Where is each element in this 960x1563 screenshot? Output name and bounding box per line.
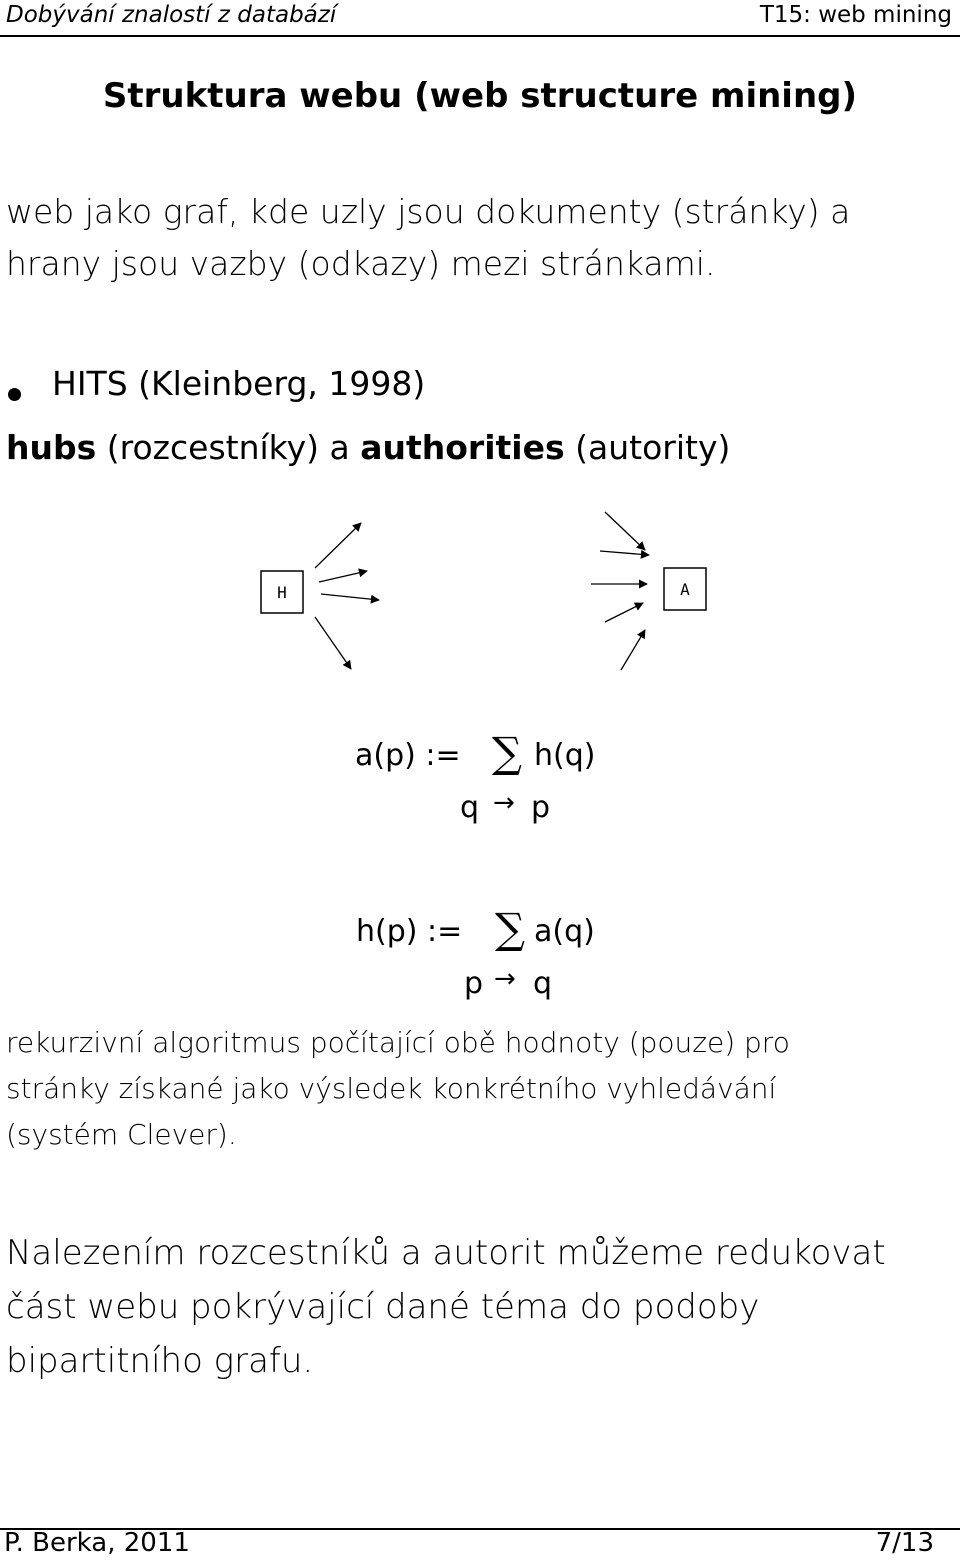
hub-node	[261, 571, 303, 613]
sigma-icon: ∑	[495, 904, 525, 953]
conclusion-line: Nalezením rozcestníků a autorit můžeme redukovat	[6, 1233, 886, 1273]
authorities-note: (autority)	[575, 428, 731, 467]
conclusion-line: bipartitního grafu.	[6, 1341, 314, 1381]
hub-outgoing-arrows	[315, 523, 379, 669]
hubs-term: hubs	[6, 428, 97, 467]
arrow-icon: →	[493, 788, 515, 818]
formula-h-rhs: a(q)	[534, 914, 595, 949]
formula-h-sub-right: q	[533, 966, 553, 1001]
authorities-term: authorities	[360, 428, 565, 467]
conclusion-paragraph	[6, 1226, 886, 1388]
bullet-hits: HITS (Kleinberg, 1998)	[52, 364, 426, 403]
svg-text:H: H	[277, 583, 287, 602]
header-rule	[0, 35, 960, 37]
conclusion-line: část webu pokrývající dané téma do podoby	[6, 1287, 760, 1327]
intro-line: hrany jsou vazby (odkazy) mezi stránkami.	[6, 244, 716, 283]
formula-a-lhs: a(p) :=	[355, 738, 461, 773]
algorithm-line: rekurzivní algoritmus počítající obě hodnoty (pouze) pro	[6, 1026, 790, 1059]
algorithm-line: stránky získané jako výsledek konkrétního vyhledávání	[6, 1072, 777, 1105]
page-number: 7/13	[875, 1528, 934, 1558]
bullet-icon	[8, 388, 21, 401]
formula-a-sub-left: q	[460, 790, 480, 825]
page-title: Struktura webu (web structure mining)	[102, 76, 858, 116]
algorithm-line: (systém Clever).	[6, 1118, 237, 1151]
formula-h-sub-left: p	[464, 966, 484, 1001]
authority-node	[664, 568, 706, 610]
sigma-icon: ∑	[492, 728, 522, 777]
intro-line: web jako graf, kde uzly jsou dokumenty (stránky) a	[6, 192, 851, 231]
header-topic: T15: web mining	[759, 2, 952, 28]
hubs-note: (rozcestníky) a	[106, 428, 350, 467]
footer-author: P. Berka, 2011	[4, 1528, 190, 1558]
formula-a-sub-right: p	[531, 790, 551, 825]
intro-paragraph	[6, 186, 850, 290]
svg-text:A: A	[680, 580, 690, 599]
arrow-icon: →	[494, 964, 516, 994]
formula-h-lhs: h(p) :=	[356, 914, 463, 949]
header-course-title: Dobývání znalostí z databází	[6, 2, 337, 28]
hubs-authorities-line	[6, 428, 730, 467]
formula-a-rhs: h(q)	[534, 738, 596, 773]
algorithm-paragraph	[6, 1020, 790, 1158]
authority-incoming-arrows	[591, 512, 649, 670]
hits-diagram	[255, 505, 715, 685]
